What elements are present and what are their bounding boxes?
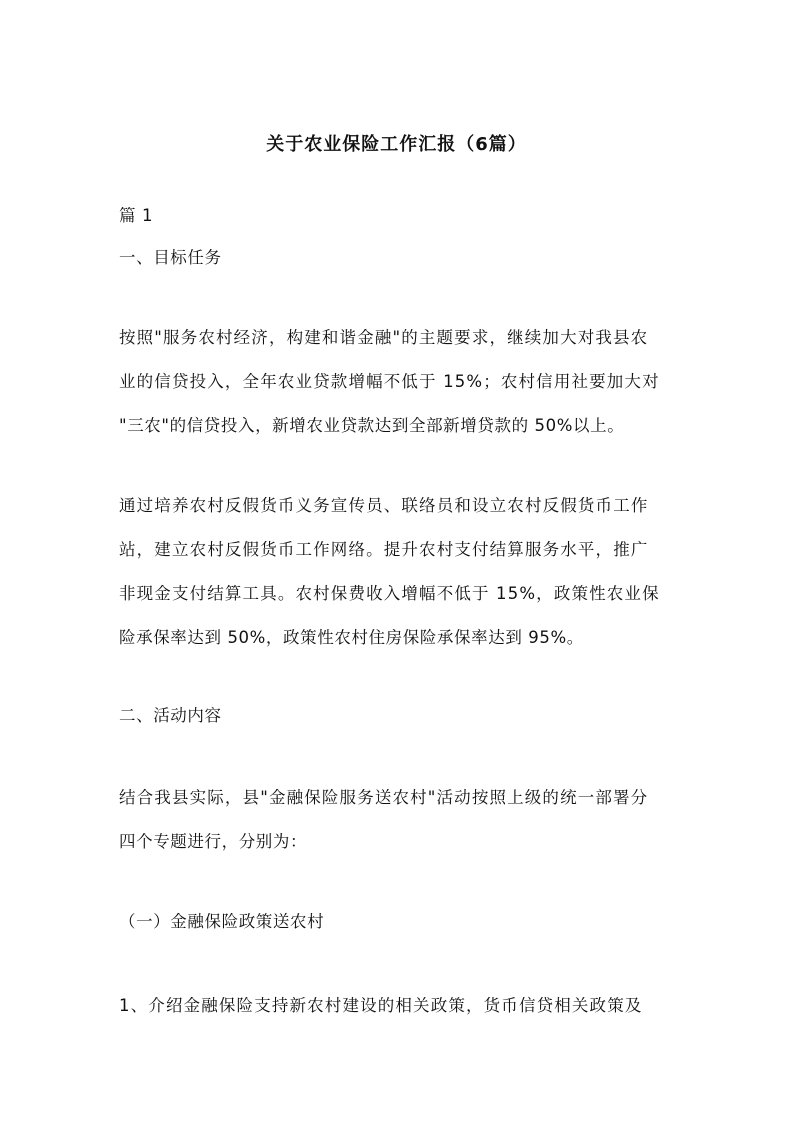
paragraph-line: "三农"的信贷投入，新增农业贷款达到全部新增贷款的 50%以上。 xyxy=(119,416,625,435)
paragraph-line: 通过培养农村反假货币义务宣传员、联络员和设立农村反假货币工作 xyxy=(119,496,649,515)
paragraph-line: 1、介绍金融保险支持新农村建设的相关政策，货币信贷相关政策及 xyxy=(119,996,643,1015)
paragraph-line: 非现金支付结算工具。农村保费收入增幅不低于 15%，政策性农业保 xyxy=(119,584,660,603)
paragraph-line: 按照"服务农村经济，构建和谐金融"的主题要求，继续加大对我县农 xyxy=(119,328,649,347)
subsection-heading: （一）金融保险政策送农村 xyxy=(119,912,325,931)
paragraph-line: 业的信贷投入，全年农业贷款增幅不低于 15%；农村信用社要加大对 xyxy=(119,372,660,391)
paragraph-line: 四个专题进行，分别为： xyxy=(119,832,308,851)
part-label: 篇 1 xyxy=(119,206,154,225)
document-title: 关于农业保险工作汇报（6篇） xyxy=(266,134,527,155)
paragraph-line: 险承保率达到 50%，政策性农村住房保险承保率达到 95%。 xyxy=(119,628,584,647)
section-heading-goals: 一、目标任务 xyxy=(119,248,222,267)
paragraph-line: 结合我县实际，县"金融保险服务送农村"活动按照上级的统一部署分 xyxy=(119,788,649,807)
section-heading-activities: 二、活动内容 xyxy=(119,706,222,725)
paragraph-line: 站，建立农村反假货币工作网络。提升农村支付结算服务水平，推广 xyxy=(119,540,649,559)
